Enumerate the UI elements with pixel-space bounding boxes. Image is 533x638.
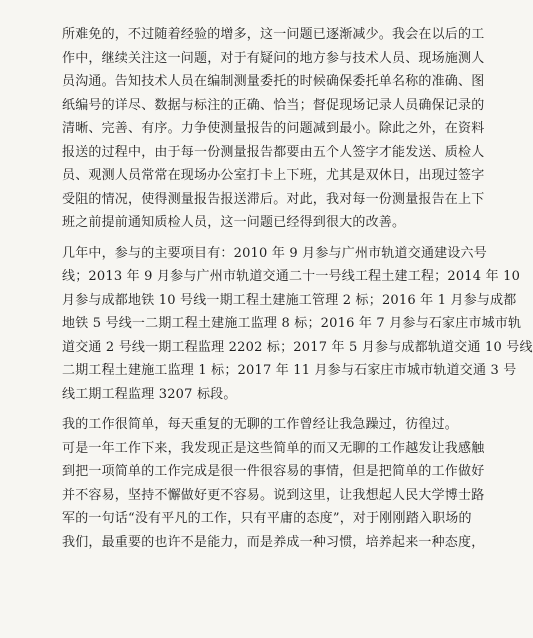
text-line: 道交通 2 号线一期工程监理 2202 标；2017 年 5 月参与成都轨道交通 10 号线 [62,339,533,355]
text-line: 员、观测人员常常在现场办公室打卡上下班，尤其是双休日，出现过签字 [62,168,485,183]
text-line: 清晰、完善、有序。力争使测量报告的问题减到最小。除此之外，在资料 [62,121,485,136]
text-line: 我们，最重要的也许不是能力，而是养成一种习惯，培养起来一种态度， [62,534,485,550]
paragraph-gap [62,235,421,242]
text-line: 月参与成都地铁 10 号线一期工程土建施工管理 2 标；2016 年 1 月参与成都 [62,292,517,308]
text-line: 受阻的情况，使得测量报告报送滞后。对此，我对每一份测量报告在上下 [62,191,485,207]
text-line: 所难免的，不过随着经验的增多，这一问题已逐渐减少。我会在以后的工 [62,27,485,42]
text-line: 几年中，参与的主要项目有：2010 年 9 月参与广州市轨道交通建设六号 [62,245,487,261]
text-line: 线工期工程监理 3207 标段。 [62,386,237,402]
text-line: 地铁 5 号线一二期工程土建施工监理 8 标；2016 年 7 月参与石家庄市城市轨 [62,316,522,331]
text-line: 军的一句话“没有平凡的工作，只有平庸的态度”，对于刚刚踏入职场的 [62,511,472,526]
text-line: 报送的过程中，由于每一份测量报告都要由五个人签字才能发送、质检人 [62,144,485,160]
paragraph-3 [62,413,485,554]
paragraph-gap [62,406,421,413]
paragraph-1 [62,23,485,235]
text-line: 纸编号的详尽、数据与标注的正确、恰当；督促现场记录人员确保记录的 [62,97,485,113]
text-line: 可是一年工作下来，我发现正是这些简单的而又无聊的工作越发让我感触 [62,440,485,456]
text-line: 我的工作很简单，每天重复的无聊的工作曾经让我急躁过，彷徨过。 [62,417,459,432]
text-line: 线；2013 年 9 月参与广州市轨道交通二十一号线工程土建工程；2014 年 10 [62,269,521,284]
text-line: 员沟通。告知技术人员在编制测量委托的时候确保委托单名称的准确、图 [62,74,485,89]
paragraph-2 [62,242,533,407]
text-line: 班之前提前通知质检人员，这一问题已经得到很大的改善。 [62,215,406,230]
text-line: 作中，继续关注这一问题，对于有疑问的地方参与技术人员、现场施测人 [62,50,485,66]
text-line: 二期工程土建施工监理 1 标；2017 年 11 月参与石家庄市城市轨道交通 3 号 [62,363,517,378]
text-line: 到把一项简单的工作完成是很一件很容易的事情，但是把简单的工作做好 [62,464,485,479]
text-line: 并不容易，坚持不懈做好更不容易。说到这里，让我想起人民大学博士路 [62,487,485,503]
